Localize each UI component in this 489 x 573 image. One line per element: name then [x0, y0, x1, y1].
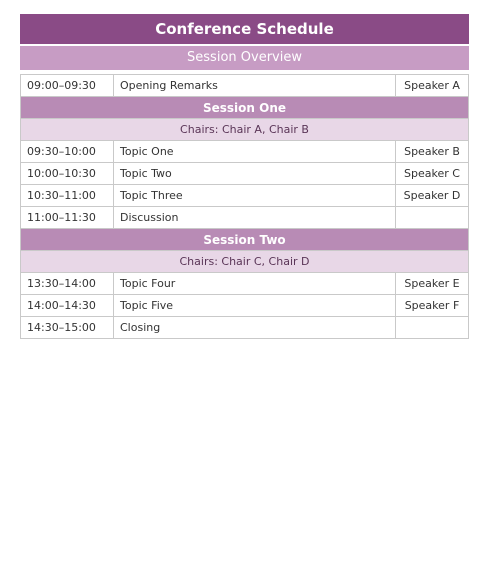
row-speaker: Speaker C: [396, 163, 469, 185]
row-time: 09:00–09:30: [21, 75, 114, 97]
schedule-row: [21, 317, 469, 339]
row-time: 14:00–14:30: [21, 295, 114, 317]
row-speaker: Speaker E: [396, 273, 469, 295]
row-speaker: [396, 317, 469, 339]
chair-text: Chairs: Chair C, Chair D: [21, 251, 469, 273]
row-time: 10:00–10:30: [21, 163, 114, 185]
section-header: [21, 229, 469, 251]
row-topic: Opening Remarks: [114, 75, 396, 97]
section-title: Session One: [21, 97, 469, 119]
section-header: [21, 97, 469, 119]
row-speaker: [396, 207, 469, 229]
row-topic: Closing: [114, 317, 396, 339]
schedule-row: [21, 207, 469, 229]
row-topic: Topic Five: [114, 295, 396, 317]
row-topic: Topic Two: [114, 163, 396, 185]
schedule-subtitle: Session Overview: [20, 46, 469, 70]
row-time: 11:00–11:30: [21, 207, 114, 229]
row-topic: Topic Four: [114, 273, 396, 295]
row-topic: Topic Three: [114, 185, 396, 207]
row-time: 10:30–11:00: [21, 185, 114, 207]
schedule-row: [21, 163, 469, 185]
row-time: 09:30–10:00: [21, 141, 114, 163]
row-speaker: Speaker A: [396, 75, 469, 97]
chair-row: [21, 251, 469, 273]
row-speaker: Speaker F: [396, 295, 469, 317]
row-topic: Topic One: [114, 141, 396, 163]
schedule-row: [21, 273, 469, 295]
schedule-row: [21, 185, 469, 207]
row-time: 13:30–14:00: [21, 273, 114, 295]
chair-text: Chairs: Chair A, Chair B: [21, 119, 469, 141]
row-topic: Discussion: [114, 207, 396, 229]
chair-row: [21, 119, 469, 141]
row-speaker: Speaker D: [396, 185, 469, 207]
row-time: 14:30–15:00: [21, 317, 114, 339]
schedule-table: [20, 74, 469, 339]
schedule-row: [21, 295, 469, 317]
schedule-title: Conference Schedule: [20, 14, 469, 44]
schedule-row: [21, 141, 469, 163]
section-title: Session Two: [21, 229, 469, 251]
schedule-row: [21, 75, 469, 97]
row-speaker: Speaker B: [396, 141, 469, 163]
